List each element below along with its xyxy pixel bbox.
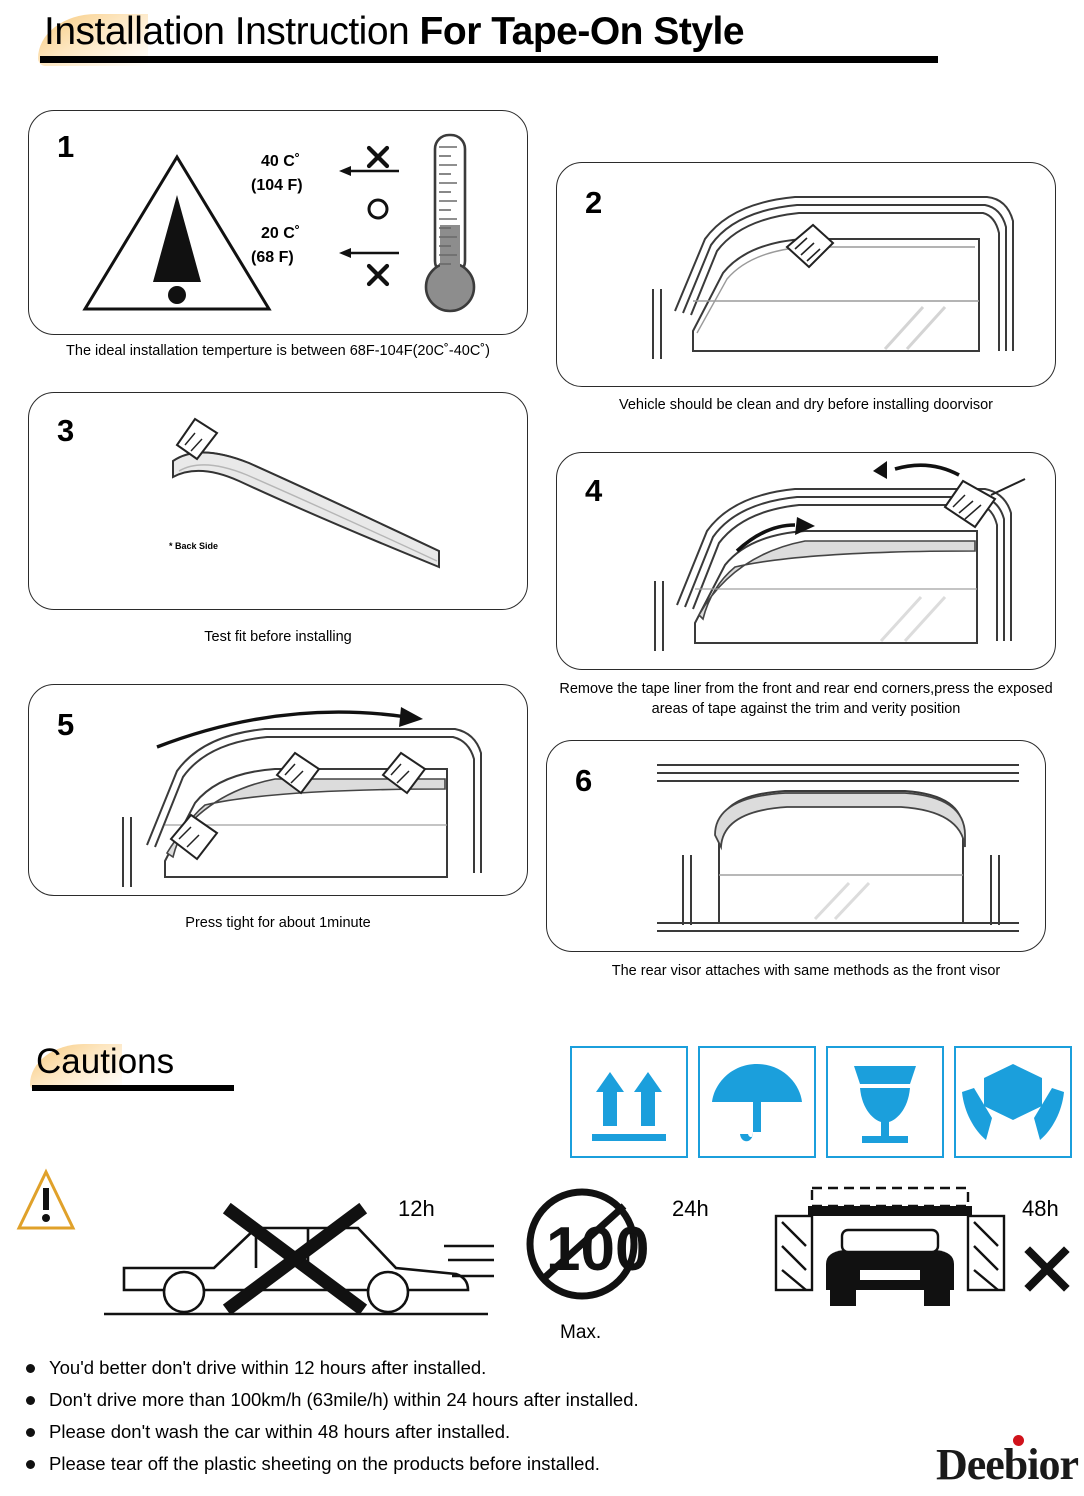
bullet-text: You'd better don't drive within 12 hours after installed. xyxy=(49,1357,487,1378)
caution-time-48h-label: 48h xyxy=(1022,1196,1059,1221)
bullet-dot-icon xyxy=(26,1460,35,1469)
temp-hot-fahrenheit: (104 F) xyxy=(251,177,303,194)
car-door-clean-illustration xyxy=(635,181,1047,381)
cautions-underline xyxy=(32,1085,234,1091)
list-item xyxy=(18,1420,818,1445)
step-caption-2: Vehicle should be clean and dry before installing doorvisor xyxy=(618,397,993,413)
step-caption-1: The ideal installation temperture is between 68F-104F(20C˚-40C˚) xyxy=(66,343,490,359)
title-text-primary: Installation Instruction xyxy=(44,10,420,53)
step-card-6 xyxy=(546,740,1046,952)
step-number-2: 2 xyxy=(585,185,603,220)
title-text-secondary: For Tape-On Style xyxy=(419,10,745,53)
visor-test-fit-illustration xyxy=(139,415,479,585)
prohibition-x-icon xyxy=(1024,1246,1070,1292)
temp-cold-fahrenheit: (68 F) xyxy=(251,249,294,266)
step-card-3 xyxy=(28,392,528,610)
step-card-4 xyxy=(556,452,1056,670)
back-side-label: * Back Side xyxy=(169,541,219,551)
caution-time-12h-label: 12h xyxy=(398,1196,435,1221)
bullet-dot-icon xyxy=(26,1428,35,1437)
temperature-range-markers xyxy=(325,143,405,303)
step-caption-3: Test fit before installing xyxy=(204,629,352,645)
step-number-1: 1 xyxy=(57,129,75,164)
warning-triangle-icon xyxy=(77,147,277,317)
keep-dry-umbrella-icon xyxy=(698,1046,816,1158)
temp-cold-celsius: 20 C˚ xyxy=(261,225,301,242)
title-underline xyxy=(40,56,938,63)
step-card-5 xyxy=(28,684,528,896)
this-side-up-icon xyxy=(570,1046,688,1158)
bullet-dot-icon xyxy=(26,1364,35,1373)
step-number-4: 4 xyxy=(585,473,603,508)
step-caption-5: Press tight for about 1minute xyxy=(185,915,371,931)
cautions-title-text: Cautions xyxy=(36,1042,175,1081)
bullet-dot-icon xyxy=(26,1396,35,1405)
bullet-text: Please don't wash the car within 48 hours after installed. xyxy=(49,1420,511,1442)
bullet-text: Don't drive more than 100km/h (63mile/h) within 24 hours after installed. xyxy=(49,1388,639,1410)
no-driving-12h-icon xyxy=(96,1190,496,1340)
step-caption-6: The rear visor attaches with same methods as the front visor xyxy=(611,963,1001,979)
cautions-bullet-list xyxy=(18,1356,818,1484)
thermometer-icon xyxy=(413,129,493,319)
list-item xyxy=(18,1356,818,1381)
step-caption-4: Remove the tape liner from the front and rear end corners,press the exposed areas of tape against the trim and verity position xyxy=(559,681,1053,717)
list-item xyxy=(18,1452,818,1477)
tape-liner-removal-illustration xyxy=(629,455,1049,667)
step-number-5: 5 xyxy=(57,707,75,742)
rear-visor-illustration xyxy=(643,755,1033,945)
caution-warning-triangle-icon xyxy=(16,1168,76,1238)
fragile-glass-icon xyxy=(826,1046,944,1158)
press-visor-illustration xyxy=(101,695,521,895)
temp-hot-celsius: 40 C˚ xyxy=(261,153,301,170)
brand-logo: Deebior xyxy=(935,1440,1078,1489)
cautions-heading xyxy=(14,1040,254,1098)
step-card-1 xyxy=(28,110,528,335)
speed-limit-100-icon xyxy=(520,1184,670,1312)
handle-with-care-icon xyxy=(954,1046,1072,1158)
bullet-text: Please tear off the plastic sheeting on the products before installed. xyxy=(49,1452,600,1474)
caution-time-24h-label: 24h xyxy=(672,1196,709,1221)
page-title xyxy=(18,8,938,68)
no-car-wash-icon xyxy=(760,1178,1020,1318)
step-card-2 xyxy=(556,162,1056,387)
step-number-6: 6 xyxy=(575,763,593,798)
step-number-3: 3 xyxy=(57,413,75,448)
svg-text:100: 100 xyxy=(546,1215,650,1284)
list-item xyxy=(18,1388,818,1413)
speed-max-label: Max. xyxy=(560,1322,602,1343)
